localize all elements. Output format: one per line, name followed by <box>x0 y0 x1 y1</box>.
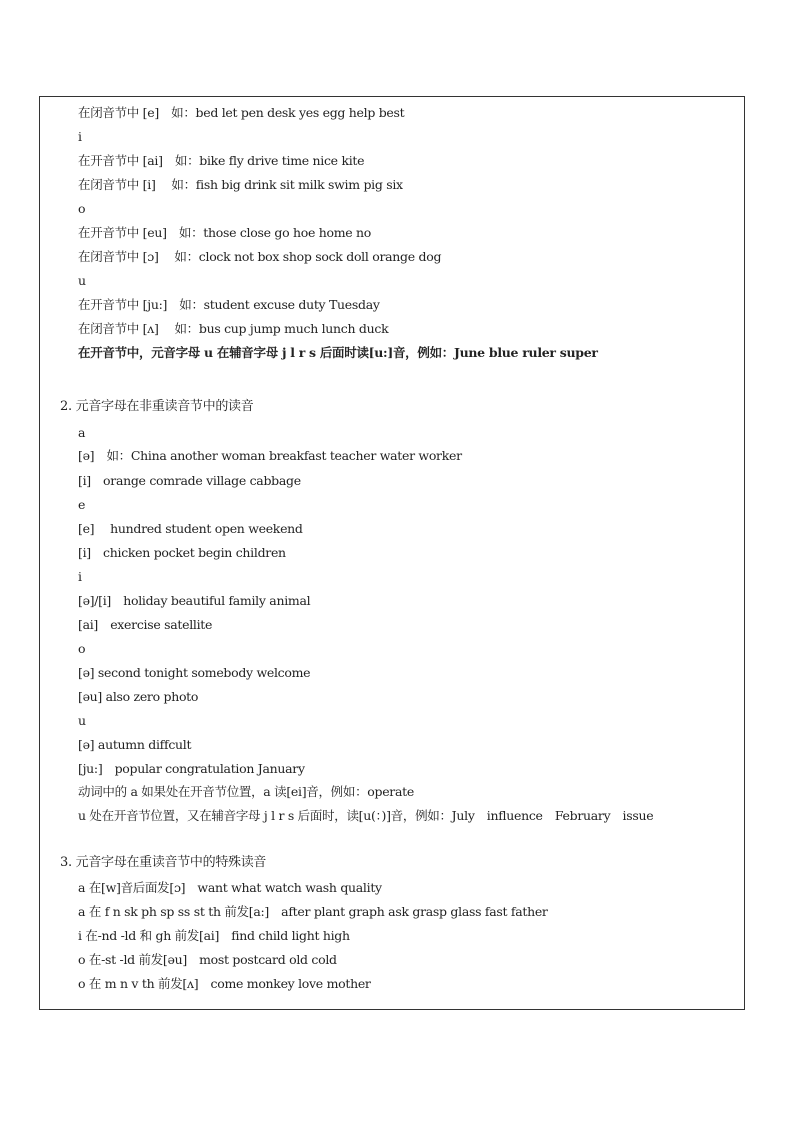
text-line: [ə] second tonight somebody welcome <box>78 665 311 680</box>
text-line: a 在[w]音后面发[ɔ] want what watch wash quality <box>78 880 382 895</box>
text-line: u <box>78 713 86 728</box>
text-line: o <box>78 201 86 216</box>
text-line: o 在 m n v th 前发[ʌ] come monkey love mother <box>78 976 371 991</box>
text-line: [ə] autumn diffcult <box>78 737 192 752</box>
text-line: e <box>78 497 86 512</box>
text-line: [ə] 如：China another woman breakfast teacher water worker <box>78 448 462 463</box>
rule-line: 在开音节中，元音字母 u 在辅音字母 j l r s 后面时读[u:]音，例如：June blue ruler super <box>78 345 598 360</box>
text-line: [ai] exercise satellite <box>78 617 213 632</box>
text-line: u 处在开音节位置，又在辅音字母 j l r s 后面时，读[u(：)]音，例如：July influence February issue <box>78 808 654 823</box>
text-line: 在开音节中 [ai] 如：bike fly drive time nice kite <box>78 153 365 168</box>
text-line: a <box>78 425 86 440</box>
text-line: u <box>78 273 86 288</box>
text-line: 在闭音节中 [ɔ] 如：clock not box shop sock doll orange dog <box>78 249 442 264</box>
text-line: [ə]/[i] holiday beautiful family animal <box>78 593 311 608</box>
text-line: 在开音节中 [ju:] 如：student excuse duty Tuesday <box>78 297 380 312</box>
text-line: 在开音节中 [eu] 如：those close go hoe home no <box>78 225 371 240</box>
text-line: i <box>78 569 82 584</box>
text-line: i 在-nd -ld 和 gh 前发[ai] find child light high <box>78 928 350 943</box>
text-line: i <box>78 129 82 144</box>
text-line: [e] hundred student open weekend <box>78 521 303 536</box>
text-line: 动词中的 a 如果处在开音节位置，a 读[ei]音，例如：operate <box>78 784 414 799</box>
text-line: o <box>78 641 86 656</box>
section-heading: 3. 元音字母在重读音节中的特殊读音 <box>60 855 267 870</box>
section-heading: 2. 元音字母在非重读音节中的读音 <box>60 399 254 414</box>
text-line: 在闭音节中 [i] 如：fish big drink sit milk swim pig six <box>78 177 403 192</box>
text-line: a 在 f n sk ph sp ss st th 前发[a:] after plant graph ask grasp glass fast father <box>78 904 548 919</box>
text-line: 在闭音节中 [ʌ] 如：bus cup jump much lunch duck <box>78 321 389 336</box>
text-line: 在闭音节中 [e] 如：bed let pen desk yes egg help best <box>78 105 405 120</box>
text-line: [i] orange comrade village cabbage <box>78 473 301 488</box>
text-line: [əu] also zero photo <box>78 689 199 704</box>
text-line: o 在-st -ld 前发[əu] most postcard old cold <box>78 952 337 967</box>
text-line: [ju:] popular congratulation January <box>78 761 305 776</box>
text-line: [i] chicken pocket begin children <box>78 545 286 560</box>
